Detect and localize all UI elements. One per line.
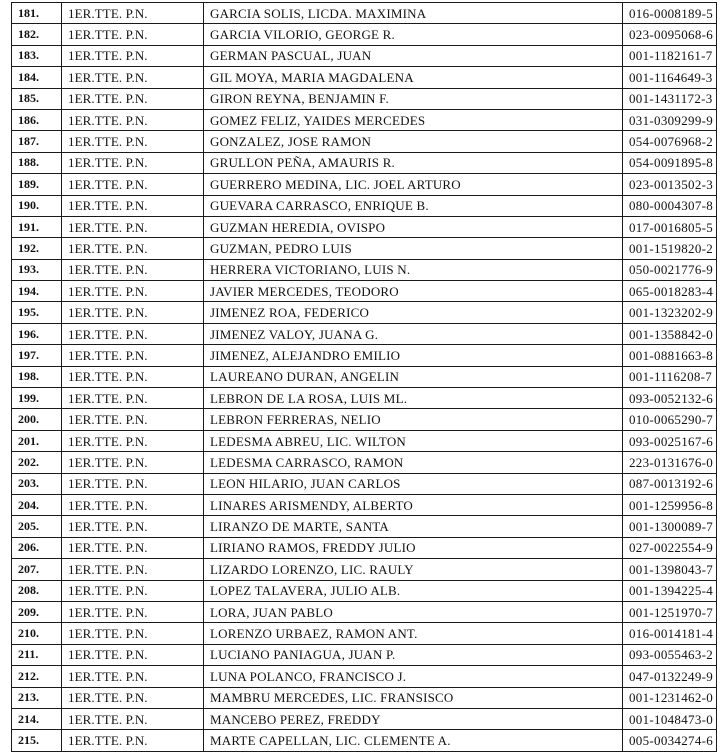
table-row [12, 88, 717, 109]
name-cell: LEBRON FERRERAS, NELIO [204, 409, 623, 430]
id-number-cell: 016-0008189-5 [623, 3, 717, 24]
table-row [12, 24, 717, 45]
row-number: 203. [12, 473, 62, 494]
row-number: 199. [12, 388, 62, 409]
name-cell: LIRANZO DE MARTE, SANTA [204, 516, 623, 537]
table-row [12, 174, 717, 195]
rank-cell: 1ER.TTE. P.N. [62, 473, 204, 494]
name-cell: MAMBRU MERCEDES, LIC. FRANSISCO [204, 687, 623, 708]
table-row [12, 473, 717, 494]
table-row [12, 730, 717, 751]
personnel-roster-table [11, 2, 717, 752]
row-number: 204. [12, 494, 62, 515]
name-cell: MARTE CAPELLAN, LIC. CLEMENTE A. [204, 730, 623, 751]
id-number-cell: 001-1048473-0 [623, 708, 717, 729]
row-number: 196. [12, 323, 62, 344]
name-cell: MANCEBO PEREZ, FREDDY [204, 708, 623, 729]
roster-page [11, 2, 716, 752]
name-cell: LEON HILARIO, JUAN CARLOS [204, 473, 623, 494]
table-row [12, 666, 717, 687]
table-row [12, 409, 717, 430]
row-number: 207. [12, 559, 62, 580]
row-number: 211. [12, 644, 62, 665]
id-number-cell: 027-0022554-9 [623, 537, 717, 558]
name-cell: GONZALEZ, JOSE RAMON [204, 131, 623, 152]
row-number: 214. [12, 708, 62, 729]
table-row [12, 67, 717, 88]
id-number-cell: 001-1394225-4 [623, 580, 717, 601]
rank-cell: 1ER.TTE. P.N. [62, 323, 204, 344]
row-number: 190. [12, 195, 62, 216]
rank-cell: 1ER.TTE. P.N. [62, 623, 204, 644]
table-row [12, 452, 717, 473]
id-number-cell: 016-0014181-4 [623, 623, 717, 644]
name-cell: JAVIER MERCEDES, TEODORO [204, 281, 623, 302]
rank-cell: 1ER.TTE. P.N. [62, 216, 204, 237]
table-row [12, 216, 717, 237]
name-cell: LEDESMA CARRASCO, RAMON [204, 452, 623, 473]
name-cell: GUZMAN HEREDIA, OVISPO [204, 216, 623, 237]
id-number-cell: 047-0132249-9 [623, 666, 717, 687]
name-cell: GARCIA VILORIO, GEORGE R. [204, 24, 623, 45]
name-cell: LORA, JUAN PABLO [204, 601, 623, 622]
row-number: 194. [12, 281, 62, 302]
table-row [12, 281, 717, 302]
row-number: 189. [12, 174, 62, 195]
name-cell: LUCIANO PANIAGUA, JUAN P. [204, 644, 623, 665]
row-number: 200. [12, 409, 62, 430]
name-cell: JIMENEZ ROA, FEDERICO [204, 302, 623, 323]
id-number-cell: 001-1164649-3 [623, 67, 717, 88]
id-number-cell: 001-1231462-0 [623, 687, 717, 708]
id-number-cell: 017-0016805-5 [623, 216, 717, 237]
row-number: 186. [12, 109, 62, 130]
name-cell: LOPEZ TALAVERA, JULIO ALB. [204, 580, 623, 601]
rank-cell: 1ER.TTE. P.N. [62, 152, 204, 173]
rank-cell: 1ER.TTE. P.N. [62, 109, 204, 130]
rank-cell: 1ER.TTE. P.N. [62, 88, 204, 109]
table-row [12, 323, 717, 344]
row-number: 184. [12, 67, 62, 88]
table-row [12, 238, 717, 259]
rank-cell: 1ER.TTE. P.N. [62, 366, 204, 387]
table-row [12, 494, 717, 515]
name-cell: LINARES ARISMENDY, ALBERTO [204, 494, 623, 515]
name-cell: GIL MOYA, MARIA MAGDALENA [204, 67, 623, 88]
id-number-cell: 005-0034274-6 [623, 730, 717, 751]
name-cell: GARCIA SOLIS, LICDA. MAXIMINA [204, 3, 623, 24]
rank-cell: 1ER.TTE. P.N. [62, 644, 204, 665]
name-cell: LIRIANO RAMOS, FREDDY JULIO [204, 537, 623, 558]
id-number-cell: 023-0013502-3 [623, 174, 717, 195]
roster-body [12, 3, 717, 752]
id-number-cell: 001-1398043-7 [623, 559, 717, 580]
rank-cell: 1ER.TTE. P.N. [62, 345, 204, 366]
row-number: 188. [12, 152, 62, 173]
name-cell: LEDESMA ABREU, LIC. WILTON [204, 430, 623, 451]
row-number: 202. [12, 452, 62, 473]
table-row [12, 195, 717, 216]
name-cell: HERRERA VICTORIANO, LUIS N. [204, 259, 623, 280]
table-row [12, 259, 717, 280]
table-row [12, 152, 717, 173]
rank-cell: 1ER.TTE. P.N. [62, 259, 204, 280]
table-row [12, 345, 717, 366]
rank-cell: 1ER.TTE. P.N. [62, 516, 204, 537]
rank-cell: 1ER.TTE. P.N. [62, 131, 204, 152]
rank-cell: 1ER.TTE. P.N. [62, 281, 204, 302]
table-row [12, 623, 717, 644]
rank-cell: 1ER.TTE. P.N. [62, 537, 204, 558]
row-number: 213. [12, 687, 62, 708]
row-number: 206. [12, 537, 62, 558]
id-number-cell: 050-0021776-9 [623, 259, 717, 280]
id-number-cell: 093-0052132-6 [623, 388, 717, 409]
name-cell: GUEVARA CARRASCO, ENRIQUE B. [204, 195, 623, 216]
id-number-cell: 001-1300089-7 [623, 516, 717, 537]
table-row [12, 302, 717, 323]
id-number-cell: 065-0018283-4 [623, 281, 717, 302]
id-number-cell: 001-1251970-7 [623, 601, 717, 622]
row-number: 205. [12, 516, 62, 537]
rank-cell: 1ER.TTE. P.N. [62, 238, 204, 259]
id-number-cell: 031-0309299-9 [623, 109, 717, 130]
id-number-cell: 001-1182161-7 [623, 45, 717, 66]
table-row [12, 131, 717, 152]
id-number-cell: 001-1519820-2 [623, 238, 717, 259]
name-cell: GIRON REYNA, BENJAMIN F. [204, 88, 623, 109]
name-cell: GRULLON PEÑA, AMAURIS R. [204, 152, 623, 173]
id-number-cell: 054-0091895-8 [623, 152, 717, 173]
id-number-cell: 010-0065290-7 [623, 409, 717, 430]
rank-cell: 1ER.TTE. P.N. [62, 302, 204, 323]
table-row [12, 559, 717, 580]
table-row [12, 580, 717, 601]
id-number-cell: 054-0076968-2 [623, 131, 717, 152]
row-number: 208. [12, 580, 62, 601]
name-cell: LUNA POLANCO, FRANCISCO J. [204, 666, 623, 687]
table-row [12, 45, 717, 66]
rank-cell: 1ER.TTE. P.N. [62, 708, 204, 729]
table-row [12, 366, 717, 387]
row-number: 187. [12, 131, 62, 152]
table-row [12, 644, 717, 665]
rank-cell: 1ER.TTE. P.N. [62, 559, 204, 580]
name-cell: JIMENEZ VALOY, JUANA G. [204, 323, 623, 344]
id-number-cell: 223-0131676-0 [623, 452, 717, 473]
rank-cell: 1ER.TTE. P.N. [62, 452, 204, 473]
id-number-cell: 001-1431172-3 [623, 88, 717, 109]
row-number: 201. [12, 430, 62, 451]
table-row [12, 109, 717, 130]
rank-cell: 1ER.TTE. P.N. [62, 580, 204, 601]
rank-cell: 1ER.TTE. P.N. [62, 687, 204, 708]
row-number: 192. [12, 238, 62, 259]
id-number-cell: 001-0881663-8 [623, 345, 717, 366]
rank-cell: 1ER.TTE. P.N. [62, 24, 204, 45]
table-row [12, 3, 717, 24]
id-number-cell: 023-0095068-6 [623, 24, 717, 45]
name-cell: GOMEZ FELIZ, YAIDES MERCEDES [204, 109, 623, 130]
table-row [12, 388, 717, 409]
id-number-cell: 001-1259956-8 [623, 494, 717, 515]
row-number: 212. [12, 666, 62, 687]
id-number-cell: 080-0004307-8 [623, 195, 717, 216]
rank-cell: 1ER.TTE. P.N. [62, 430, 204, 451]
name-cell: LAUREANO DURAN, ANGELIN [204, 366, 623, 387]
row-number: 183. [12, 45, 62, 66]
row-number: 210. [12, 623, 62, 644]
rank-cell: 1ER.TTE. P.N. [62, 195, 204, 216]
rank-cell: 1ER.TTE. P.N. [62, 494, 204, 515]
row-number: 182. [12, 24, 62, 45]
row-number: 193. [12, 259, 62, 280]
id-number-cell: 093-0025167-6 [623, 430, 717, 451]
rank-cell: 1ER.TTE. P.N. [62, 409, 204, 430]
name-cell: GUERRERO MEDINA, LIC. JOEL ARTURO [204, 174, 623, 195]
row-number: 195. [12, 302, 62, 323]
id-number-cell: 001-1323202-9 [623, 302, 717, 323]
rank-cell: 1ER.TTE. P.N. [62, 388, 204, 409]
row-number: 181. [12, 3, 62, 24]
name-cell: LIZARDO LORENZO, LIC. RAULY [204, 559, 623, 580]
id-number-cell: 093-0055463-2 [623, 644, 717, 665]
rank-cell: 1ER.TTE. P.N. [62, 67, 204, 88]
rank-cell: 1ER.TTE. P.N. [62, 45, 204, 66]
row-number: 191. [12, 216, 62, 237]
table-row [12, 516, 717, 537]
row-number: 215. [12, 730, 62, 751]
name-cell: LEBRON DE LA ROSA, LUIS ML. [204, 388, 623, 409]
id-number-cell: 087-0013192-6 [623, 473, 717, 494]
row-number: 185. [12, 88, 62, 109]
rank-cell: 1ER.TTE. P.N. [62, 601, 204, 622]
rank-cell: 1ER.TTE. P.N. [62, 174, 204, 195]
row-number: 197. [12, 345, 62, 366]
name-cell: JIMENEZ, ALEJANDRO EMILIO [204, 345, 623, 366]
table-row [12, 601, 717, 622]
table-row [12, 537, 717, 558]
table-row [12, 430, 717, 451]
name-cell: GERMAN PASCUAL, JUAN [204, 45, 623, 66]
name-cell: LORENZO URBAEZ, RAMON ANT. [204, 623, 623, 644]
rank-cell: 1ER.TTE. P.N. [62, 666, 204, 687]
name-cell: GUZMAN, PEDRO LUIS [204, 238, 623, 259]
table-row [12, 687, 717, 708]
id-number-cell: 001-1116208-7 [623, 366, 717, 387]
row-number: 209. [12, 601, 62, 622]
id-number-cell: 001-1358842-0 [623, 323, 717, 344]
row-number: 198. [12, 366, 62, 387]
rank-cell: 1ER.TTE. P.N. [62, 730, 204, 751]
rank-cell: 1ER.TTE. P.N. [62, 3, 204, 24]
